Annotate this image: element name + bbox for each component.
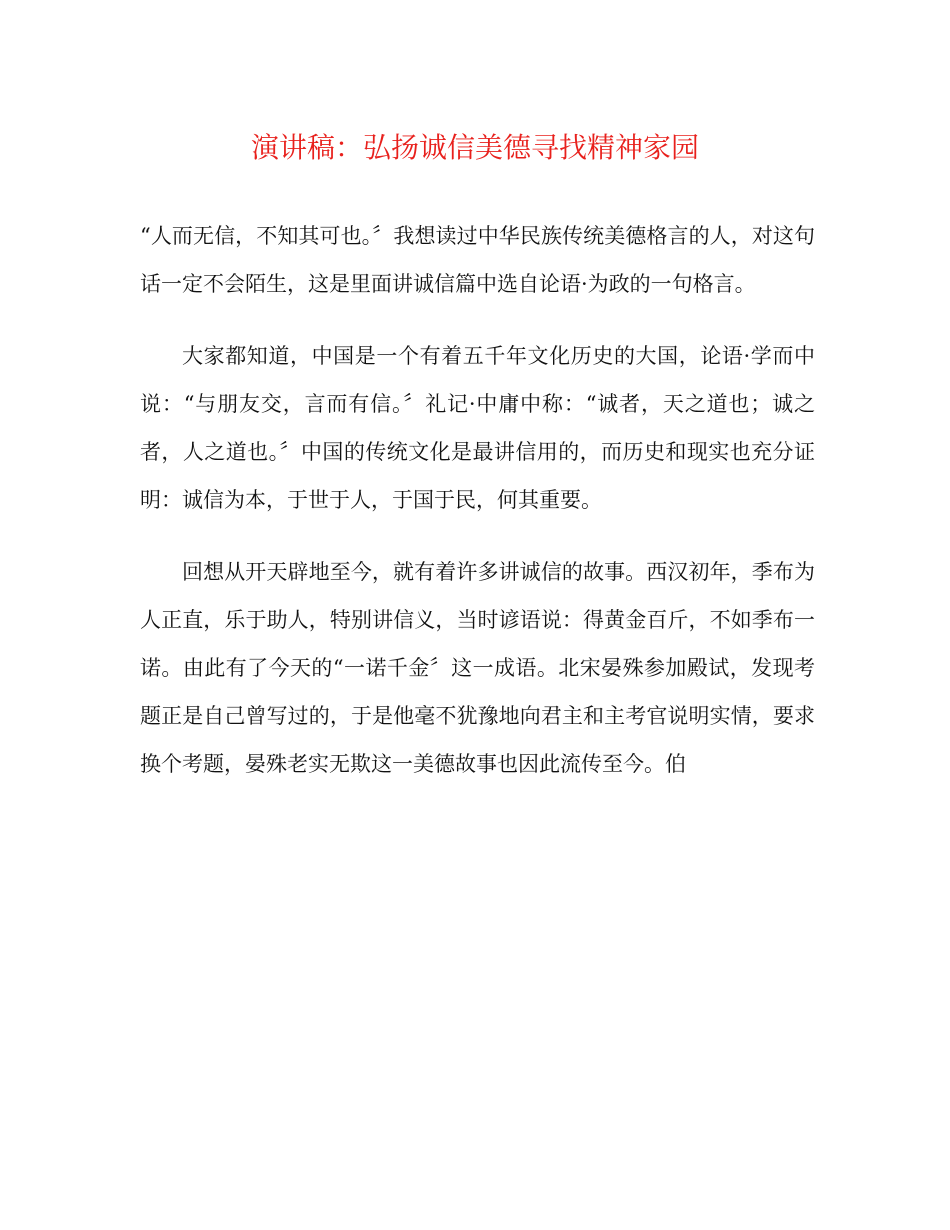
paragraph-2: 大家都知道，中国是一个有着五千年文化历史的大国，论语·学而中说：“与朋友交，言而有信。〞礼记·中庸中称：“诚者，天之道也；诚之者，人之道也。〞中国的传统文化是最讲信用的，而历史和现实也充分证明：诚信为本，于世于人，于国于民，何其重要。	[140, 344, 815, 512]
paragraph-1: “人而无信，不知其可也。〞我想读过中华民族传统美德格言的人，对这句话一定不会陌生，这是里面讲诚信篇中选自论语·为政的一句格言。	[140, 224, 815, 296]
document-body	[140, 212, 815, 812]
paragraph-3: 回想从开天辟地至今，就有着许多讲诚信的故事。西汉初年，季布为人正直，乐于助人，特别讲信义，当时谚语说：得黄金百斤，不如季布一诺。由此有了今天的“一诺千金〞这一成语。北宋晏殊参加殿试，发现考题正是自己曾写过的，于是他毫不犹豫地向君主和主考官说明实情，要求换个考题，晏殊老实无欺这一美德故事也因此流传至今。伯	[140, 560, 815, 776]
document-title: 演讲稿：弘扬诚信美德寻找精神家园	[250, 131, 699, 164]
